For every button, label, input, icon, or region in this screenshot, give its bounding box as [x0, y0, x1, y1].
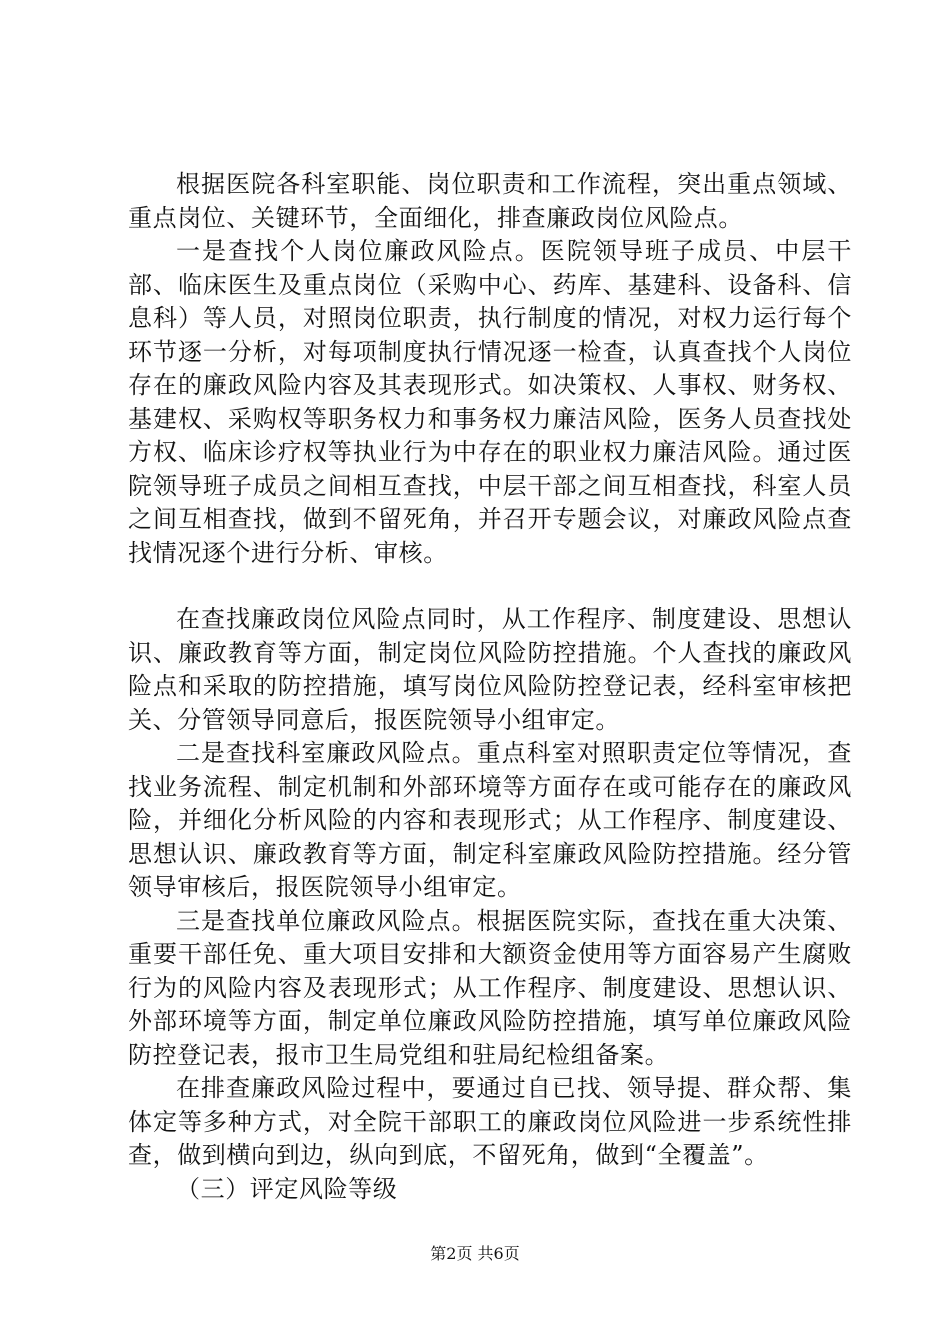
paragraph-spacer [128, 570, 852, 603]
paragraph-post-measures: 在查找廉政岗位风险点同时，从工作程序、制度建设、思想认识、廉政教育等方面，制定岗位风险防控措施。个人查找的廉政风险点和采取的防控措施，填写岗位风险防控登记表，经科室审核把关、分管领导同意后，报医院领导小组审定。 [128, 605, 852, 734]
paragraph-personal-risk: 一是查找个人岗位廉政风险点。医院领导班子成员、中层干部、临床医生及重点岗位（采购中心、药库、基建科、设备科、信息科）等人员，对照岗位职责，执行制度的情况，对权力运行每个环节逐一分析，对每项制度执行情况逐一检查，认真查找个人岗位存在的廉政风险内容及其表现形式。如决策权、人事权、财务权、基建权、采购权等职务权力和事务权力廉洁风险，医务人员查找处方权、临床诊疗权等执业行为中存在的职业权力廉洁风险。通过医院领导班子成员之间相互查找，中层干部之间互相查找，科室人员之间互相查找，做到不留死角，并召开专题会议，对廉政风险点查找情况逐个进行分析、审核。 [128, 237, 852, 567]
document-body [128, 168, 852, 1206]
paragraph-intro: 根据医院各科室职能、岗位职责和工作流程，突出重点领域、重点岗位、关键环节，全面细化，排查廉政岗位风险点。 [128, 170, 852, 232]
paragraph-department-risk: 二是查找科室廉政风险点。重点科室对照职责定位等情况，查找业务流程、制定机制和外部环境等方面存在或可能存在的廉政风险，并细化分析风险的内容和表现形式；从工作程序、制度建设、思想认识、廉政教育等方面，制定科室廉政风险防控措施。经分管领导审核后，报医院领导小组审定。 [128, 739, 852, 901]
page-footer: 第2页 共6页 [430, 1244, 520, 1263]
section-heading: （三）评定风险等级 [176, 1174, 398, 1203]
paragraph-screening-process: 在排查廉政风险过程中，要通过自已找、领导提、群众帮、集体定等多种方式，对全院干部职工的廉政岗位风险进一步系统性排查，做到横向到边，纵向到底，不留死角，做到“全覆盖”。 [128, 1074, 852, 1169]
paragraph-unit-risk: 三是查找单位廉政风险点。根据医院实际，查找在重大决策、重要干部任免、重大项目安排和大额资金使用等方面容易产生腐败行为的风险内容及表现形式；从工作程序、制度建设、思想认识、外部环境等方面，制定单位廉政风险防控措施，填写单位廉政风险防控登记表，报市卫生局党组和驻局纪检组备案。 [128, 906, 852, 1069]
